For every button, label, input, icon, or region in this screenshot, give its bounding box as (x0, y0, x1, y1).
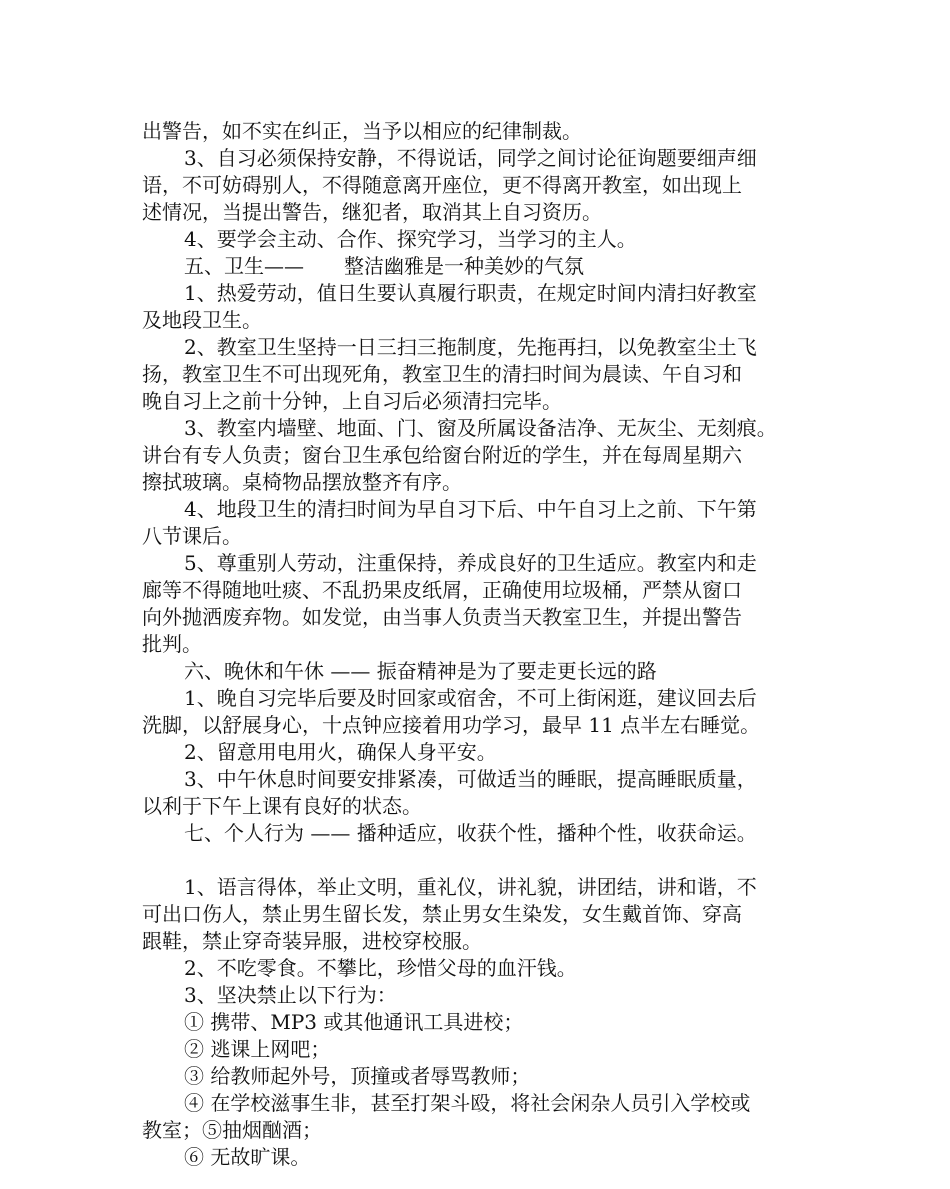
list-item-3: ③ 给教师起外号，顶撞或者辱骂教师； (184, 1064, 531, 1088)
text-line-12: 3、教室内墙壁、地面、门、窗及所属设备洁净、无灰尘、无刻痕。 (184, 416, 777, 440)
text-line-24: 2、留意用电用火，确保人身平安。 (184, 740, 497, 764)
text-line-25: 3、中午休息时间要安排紧凑，可做适当的睡眠，提高睡眠质量， (184, 767, 757, 791)
text-line-10: 扬，教室卫生不可出现死角，教室卫生的清扫时间为晨读、午自习和 (142, 362, 742, 386)
section-heading-hygiene: 五、卫生—— 整洁幽雅是一种美妙的气氛 (184, 254, 584, 278)
text-line-11: 晚自习上之前十分钟，上自习后必须清扫完毕。 (142, 389, 562, 413)
text-line-26: 以利于下午上课有良好的状态。 (142, 794, 422, 818)
list-item-2: ② 逃课上网吧； (184, 1037, 331, 1061)
text-line-19: 向外抛洒废弃物。如发觉，由当事人负责当天教室卫生，并提出警告 (142, 605, 742, 629)
document-page (142, 118, 832, 1171)
blank-line (142, 847, 832, 874)
text-line-17: 5、尊重别人劳动，注重保持，养成良好的卫生适应。教室内和走 (184, 551, 757, 575)
text-line-18: 廊等不得随地吐痰、不乱扔果皮纸屑，正确使用垃圾桶，严禁从窗口 (142, 578, 742, 602)
text-line-1: 出警告，如不实在纠正，当予以相应的纪律制裁。 (142, 119, 582, 143)
text-line-33: 3、坚决禁止以下行为： (184, 983, 397, 1007)
list-item-6: ⑥ 无故旷课。 (184, 1145, 311, 1169)
text-line-31: 跟鞋，禁止穿奇装异服，进校穿校服。 (142, 929, 482, 953)
text-line-2: 3、自习必须保持安静，不得说话，同学之间讨论征询题要细声细 (184, 146, 757, 170)
text-line-15: 4、地段卫生的清扫时间为早自习下后、中午自习上之前、下午第 (184, 497, 757, 521)
list-item-4: ④ 在学校滋事生非，甚至打架斗殴，将社会闲杂人员引入学校或 (184, 1091, 751, 1115)
text-line-4: 述情况，当提出警告，继犯者，取消其上自习资历。 (142, 200, 602, 224)
text-line-20: 批判。 (142, 632, 202, 656)
text-line-30: 可出口伤人，禁止男生留长发，禁止男女生染发，女生戴首饰、穿高 (142, 902, 742, 926)
text-line-5: 4、要学会主动、合作、探究学习，当学习的主人。 (184, 227, 637, 251)
text-line-13: 讲台有专人负责；窗台卫生承包给窗台附近的学生，并在每周星期六 (142, 443, 742, 467)
text-line-23: 洗脚，以舒展身心，十点钟应接着用功学习，最早 11 点半左右睡觉。 (142, 713, 761, 737)
text-line-29: 1、语言得体，举止文明，重礼仪，讲礼貌，讲团结，讲和谐，不 (184, 875, 757, 899)
section-heading-behavior: 七、个人行为 —— 播种适应，收获个性，播种个性，收获命运。 (184, 821, 757, 845)
text-line-7: 1、热爱劳动，值日生要认真履行职责，在规定时间内清扫好教室 (184, 281, 757, 305)
text-line-22: 1、晚自习完毕后要及时回家或宿舍，不可上街闲逛，建议回去后 (184, 686, 757, 710)
text-line-32: 2、不吃零食。不攀比，珍惜父母的血汗钱。 (184, 956, 577, 980)
text-line-16: 八节课后。 (142, 524, 242, 548)
text-line-3: 语，不可妨碍别人，不得随意离开座位，更不得离开教室，如出现上 (142, 173, 742, 197)
text-line-8: 及地段卫生。 (142, 308, 262, 332)
text-line-14: 擦拭玻璃。桌椅物品摆放整齐有序。 (142, 470, 462, 494)
section-heading-rest: 六、晚休和午休 —— 振奋精神是为了要走更长远的路 (184, 659, 657, 683)
list-item-1: ① 携带、MP3 或其他通讯工具进校； (184, 1010, 524, 1034)
list-item-4-continued: 教室；⑤抽烟酗酒； (142, 1118, 322, 1142)
text-line-9: 2、教室卫生坚持一日三扫三拖制度，先拖再扫，以免教室尘土飞 (184, 335, 757, 359)
